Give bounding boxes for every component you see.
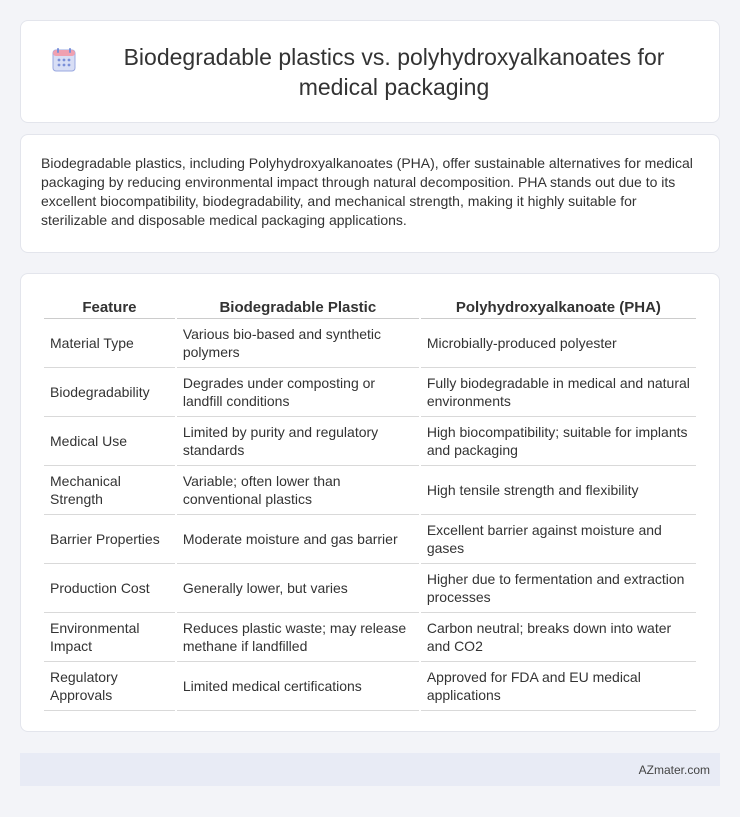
pha-cell: High tensile strength and flexibility [421,466,696,515]
table-row [44,515,696,564]
feature-cell: Mechanical Strength [44,466,175,515]
pha-cell: Carbon neutral; breaks down into water and CO2 [421,613,696,662]
biodegradable-cell: Moderate moisture and gas barrier [177,515,419,564]
pha-cell: High biocompatibility; suitable for implants and packaging [421,417,696,466]
biodegradable-cell: Reduces plastic waste; may release methane if landfilled [177,613,419,662]
biodegradable-cell: Variable; often lower than conventional plastics [177,466,419,515]
table-row [44,466,696,515]
feature-cell: Biodegradability [44,368,175,417]
table-row [44,417,696,466]
pha-cell: Fully biodegradable in medical and natural environments [421,368,696,417]
table-row [44,368,696,417]
title-card [20,20,720,123]
pha-cell: Microbially-produced polyester [421,319,696,368]
feature-cell: Material Type [44,319,175,368]
biodegradable-cell: Limited medical certifications [177,662,419,711]
footer-brand[interactable]: AZmater.com [638,762,710,777]
biodegradable-cell: Generally lower, but varies [177,564,419,613]
pha-cell: Approved for FDA and EU medical applications [421,662,696,711]
table-row [44,662,696,711]
feature-cell: Regulatory Approvals [44,662,175,711]
feature-cell: Barrier Properties [44,515,175,564]
biodegradable-cell: Limited by purity and regulatory standards [177,417,419,466]
feature-cell: Production Cost [44,564,175,613]
feature-cell: Environmental Impact [44,613,175,662]
comparison-card [20,273,720,732]
biodegradable-cell: Various bio-based and synthetic polymers [177,319,419,368]
biodegradable-cell: Degrades under composting or landfill conditions [177,368,419,417]
header-biodegradable-plastic: Biodegradable Plastic [177,294,419,319]
page-title: Biodegradable plastics vs. polyhydroxyalkanoates for medical packaging [123,43,665,100]
header-pha: Polyhydroxyalkanoate (PHA) [421,294,696,319]
table-row [44,564,696,613]
intro-text: Biodegradable plastics, including Polyhydroxyalkanoates (PHA), offer sustainable alternatives for medical packaging by reducing environmental impact through natural decomposition. PHA stands out due to its excellent biocompatibility, biodegradability, and mechanical strength, making it highly suitable for sterilizable and disposable medical packaging applications. [41,155,693,228]
footer [20,753,720,786]
title-wrap [50,42,690,102]
table-row [44,613,696,662]
feature-cell: Medical Use [44,417,175,466]
table-header-row [44,294,696,319]
pha-cell: Higher due to fermentation and extraction processes [421,564,696,613]
calendar-icon [50,46,78,74]
intro-card [20,134,720,253]
pha-cell: Excellent barrier against moisture and gases [421,515,696,564]
comparison-table [42,294,698,711]
table-row [44,319,696,368]
header-feature: Feature [44,294,175,319]
